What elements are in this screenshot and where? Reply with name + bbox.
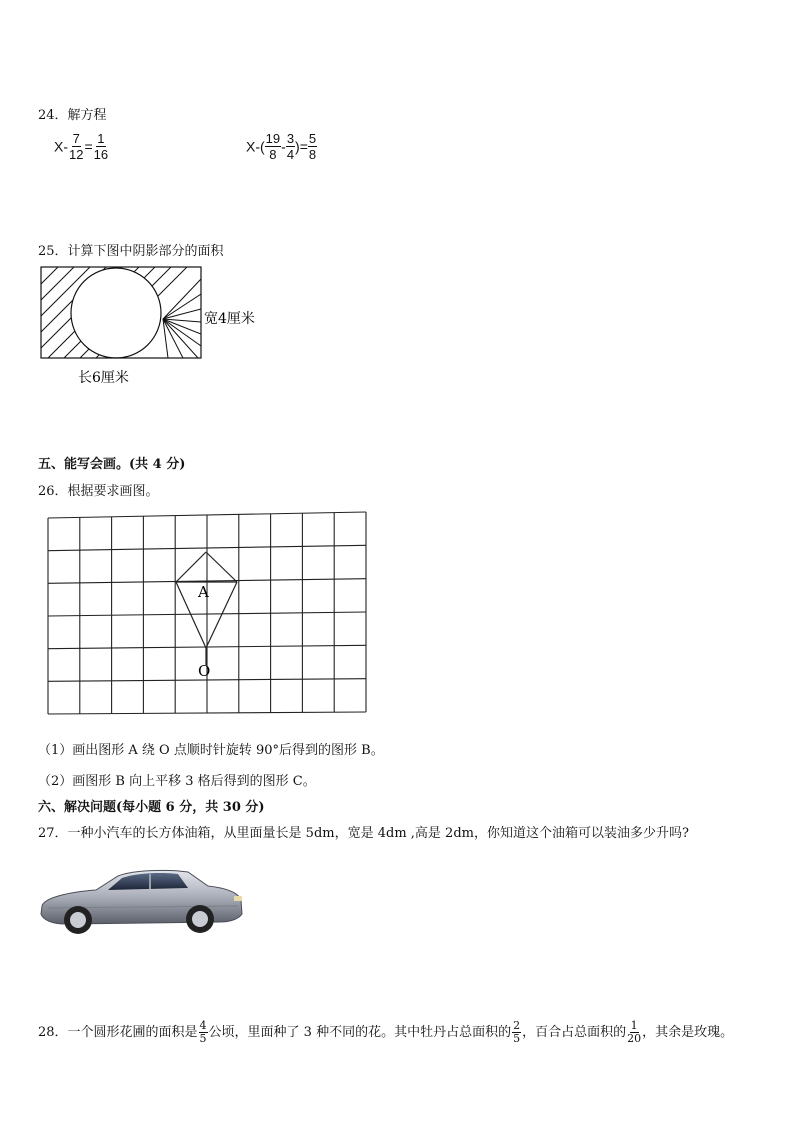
length-label: 长6厘米	[78, 370, 129, 386]
q28-part-1: 28．一个圆形花圃的面积是	[38, 1025, 198, 1040]
eq2-fraction-2	[286, 131, 295, 162]
shaded-area-figure	[38, 264, 268, 390]
eq1-lhs: X-	[54, 138, 68, 155]
q28-part-3: ，百合占总面积的	[522, 1025, 627, 1040]
eq1-f2-den: 16	[93, 147, 109, 162]
eq1-equals: =	[84, 138, 93, 155]
eq2-fraction-1	[265, 131, 281, 162]
inner-circle	[71, 268, 161, 358]
q26-task-2: （2）画图形 B 向上平移 3 格后得到的图形 C。	[38, 774, 316, 789]
eq2-f1-num: 19	[265, 131, 281, 146]
point-o-label: O	[198, 662, 211, 680]
q28-fraction-peony	[512, 1020, 521, 1045]
eq2-lhs: X-(	[246, 138, 265, 155]
width-label: 宽4厘米	[204, 311, 255, 327]
q28-part-4: ，其余是玫瑰。	[642, 1025, 734, 1040]
grid-figure	[44, 510, 370, 718]
eq2-close: )=	[295, 138, 308, 155]
point-a-label: A	[198, 583, 209, 601]
q28-part-2: 公顷，里面种了 3 种不同的花。其中牡丹占总面积的	[208, 1025, 512, 1040]
eq2-f2-num: 3	[286, 131, 295, 146]
q28-f1-num: 4	[199, 1019, 207, 1032]
q26-title: 26．根据要求画图。	[38, 484, 159, 499]
grid-lines	[48, 512, 366, 714]
q28-f3-den: 20	[627, 1032, 642, 1045]
section5-title: 五、能写会画。(共 4 分)	[38, 457, 186, 472]
eq2-f1-den: 8	[269, 147, 277, 162]
eq1-f1-num: 7	[72, 131, 80, 146]
q27-text: 27．一种小汽车的长方体油箱，从里面量长是 5dm，宽是 4dm ,高是 2dm，你知道这个油箱可以装油多少升吗?	[38, 826, 689, 841]
q28-fraction-lily	[627, 1020, 641, 1045]
eq1-f1-den: 12	[69, 147, 84, 162]
eq1-fraction-1	[68, 131, 84, 162]
eq1-fraction-2	[93, 131, 109, 162]
q24-equation-1	[54, 131, 109, 162]
q24-equation-2	[246, 131, 317, 162]
q28-text	[38, 1020, 733, 1045]
eq2-minus: -	[281, 138, 286, 155]
eq2-f3-num: 5	[308, 131, 317, 146]
q24-title: 24．解方程	[38, 108, 107, 123]
q28-f2-den: 5	[513, 1032, 521, 1045]
q28-f3-num: 1	[630, 1019, 638, 1032]
q25-title: 25．计算下图中阴影部分的面积	[38, 244, 224, 259]
eq2-f3-den: 8	[308, 147, 317, 162]
eq1-f2-num: 1	[97, 131, 105, 146]
q28-f1-den: 5	[199, 1032, 207, 1045]
eq2-f2-den: 4	[286, 147, 295, 162]
q28-fraction-area	[199, 1020, 208, 1045]
q28-f2-num: 2	[513, 1019, 521, 1032]
section6-title: 六、解决问题(每小题 6 分，共 30 分)	[38, 800, 265, 815]
eq2-fraction-3	[308, 131, 317, 162]
car-image	[38, 862, 244, 938]
q26-task-1: （1）画出图形 A 绕 O 点顺时针旋转 90°后得到的图形 B。	[38, 743, 384, 758]
